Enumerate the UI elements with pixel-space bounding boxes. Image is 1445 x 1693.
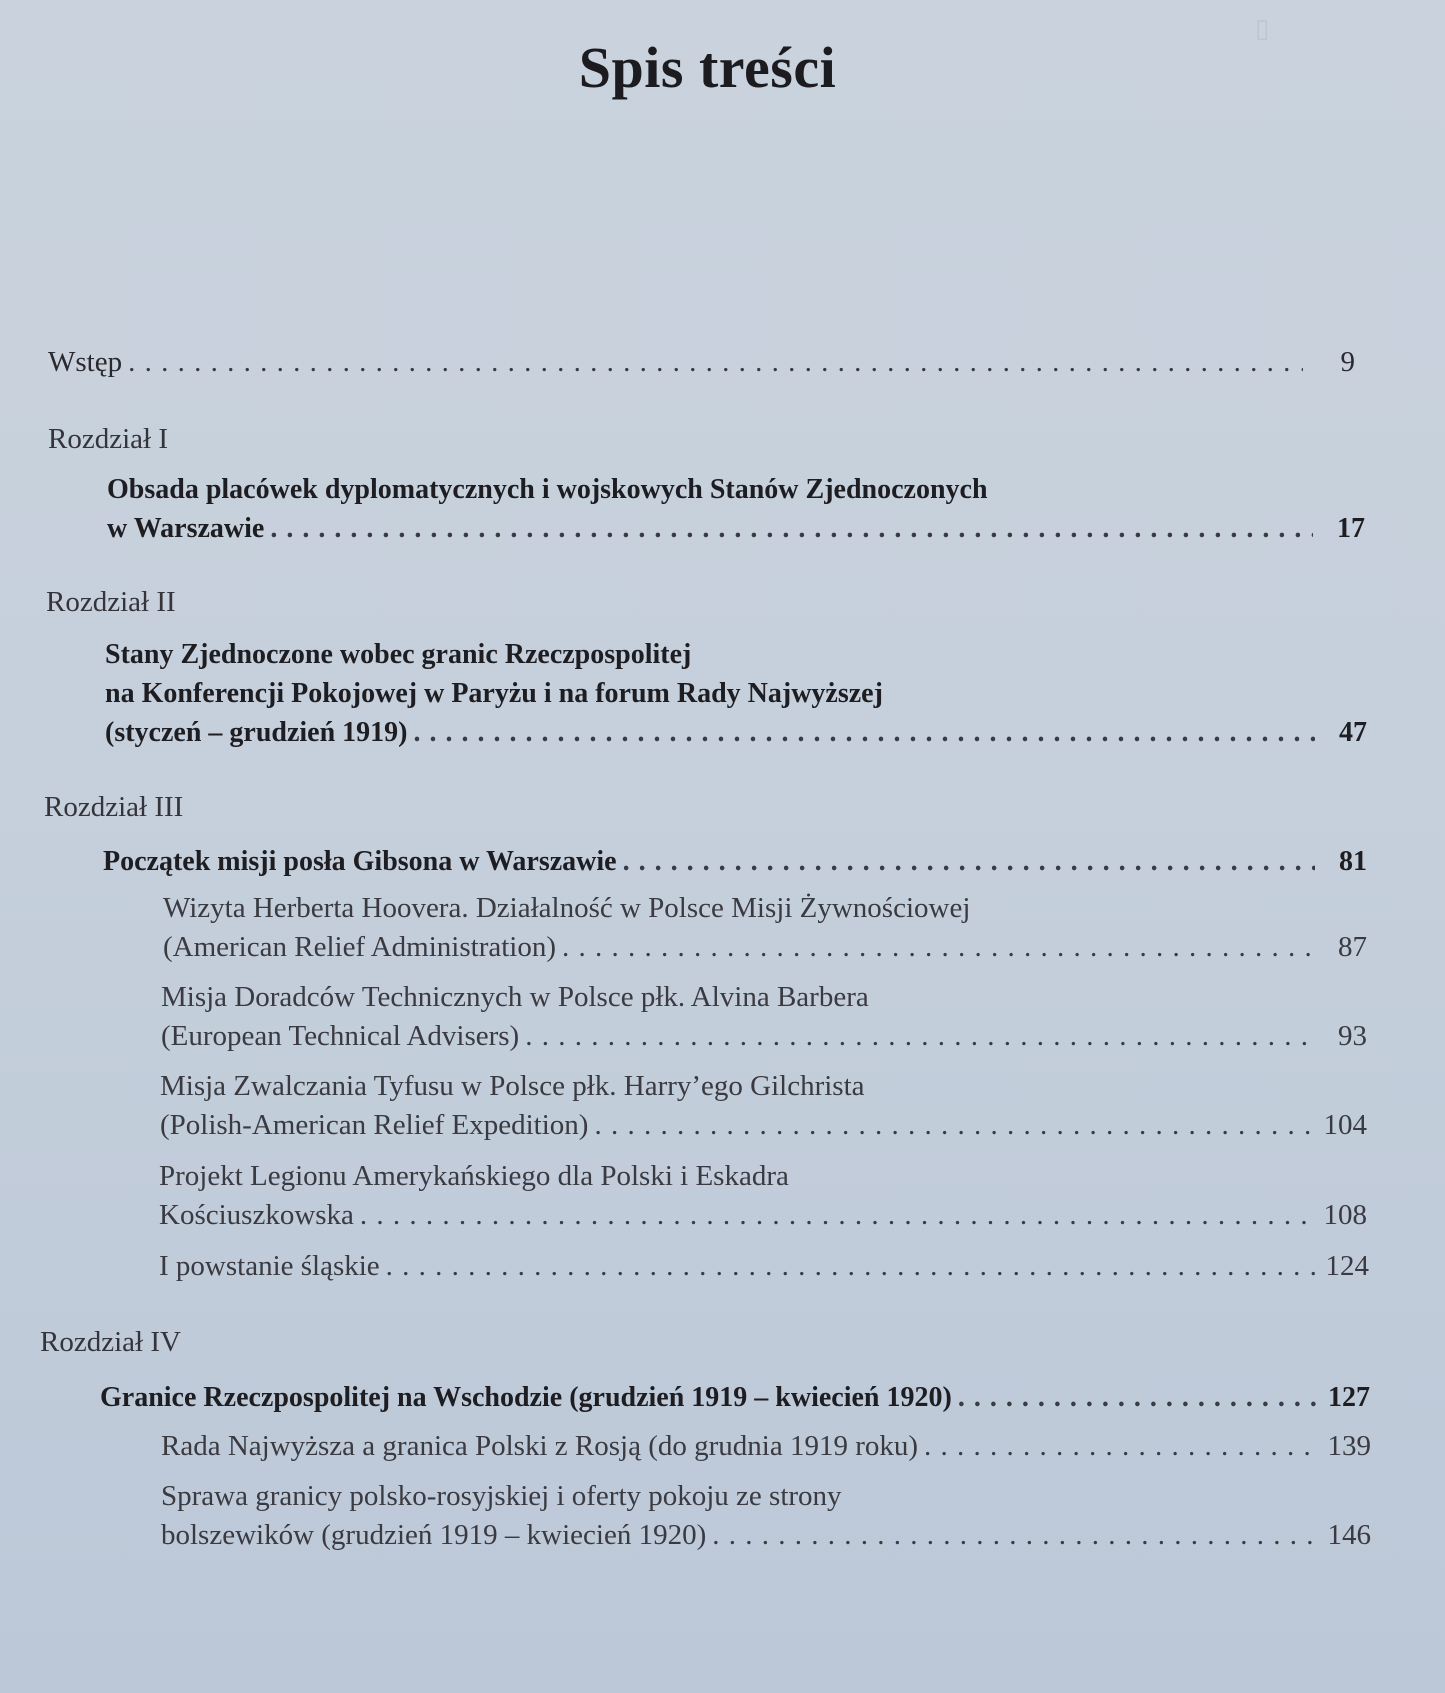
dot-leader xyxy=(386,1247,1317,1286)
dot-leader xyxy=(270,509,1313,548)
entry-title-line: Granice Rzeczpospolitej na Wschodzie (grudzień 1919 – kwiecień 1920) xyxy=(100,1382,952,1413)
page-number: 93 xyxy=(1338,1020,1367,1052)
page-number: 108 xyxy=(1323,1199,1367,1231)
dot-leader xyxy=(562,928,1315,967)
chapter-label: Rozdział I xyxy=(48,423,168,455)
dot-leader xyxy=(414,713,1315,752)
toc-entry-chapter-3 xyxy=(103,842,1367,881)
entry-title-line: Początek misji posła Gibsona w Warszawie xyxy=(103,846,617,877)
page-number: 17 xyxy=(1337,513,1365,544)
toc-entry-chapter-1 xyxy=(107,470,1365,548)
page-title: Spis treści xyxy=(578,35,837,100)
toc-subentry xyxy=(161,978,1367,1056)
dot-leader xyxy=(594,1106,1315,1145)
entry-title-line: (European Technical Advisers) xyxy=(161,1020,520,1052)
dot-leader xyxy=(128,343,1303,382)
toc-subentry xyxy=(161,1477,1371,1555)
toc-subentry xyxy=(163,889,1367,967)
chapter-label: Rozdział IV xyxy=(40,1326,181,1358)
entry-title-line: Rada Najwyższa a granica Polski z Rosją (do grudnia 1919 roku) xyxy=(161,1430,919,1462)
page-number: 47 xyxy=(1339,717,1367,748)
entry-title-line: (American Relief Administration) xyxy=(163,931,557,963)
dot-leader xyxy=(958,1378,1318,1417)
entry-title-line: Projekt Legionu Amerykańskiego dla Polski i Eskadra xyxy=(159,1160,789,1192)
dot-leader xyxy=(360,1196,1315,1235)
toc-entry-chapter-2 xyxy=(105,635,1367,752)
dot-leader xyxy=(525,1017,1315,1056)
entry-title-line: Kościuszkowska xyxy=(159,1199,354,1231)
page-number: 146 xyxy=(1327,1519,1371,1551)
entry-title-line: Wizyta Herberta Hoovera. Działalność w Polsce Misji Żywnościowej xyxy=(163,892,971,924)
toc-subentry xyxy=(160,1067,1367,1145)
dot-leader xyxy=(712,1516,1319,1555)
page-number: 124 xyxy=(1325,1250,1369,1282)
entry-title-line: na Konferencji Pokojowej w Paryżu i na forum Rady Najwyższej xyxy=(105,678,883,709)
toc-entry-wstep xyxy=(48,343,1355,382)
entry-title-line: w Warszawie xyxy=(107,513,265,544)
toc-entry-chapter-4 xyxy=(100,1378,1370,1417)
page-number: 9 xyxy=(1340,346,1355,378)
entry-title-line: (Polish-American Relief Expedition) xyxy=(160,1109,589,1141)
dot-leader xyxy=(623,842,1315,881)
page-number: 127 xyxy=(1328,1382,1370,1413)
entry-title: Wstęp xyxy=(48,346,123,378)
toc-subentry xyxy=(159,1157,1367,1235)
chapter-label: Rozdział III xyxy=(44,791,184,823)
entry-title-line: Obsada placówek dyplomatycznych i wojskowych Stanów Zjednoczonych xyxy=(107,474,988,505)
entry-title-line: Sprawa granicy polsko-rosyjskiej i oferty pokoju ze strony xyxy=(161,1480,842,1512)
entry-title-line: Misja Doradców Technicznych w Polsce płk. Alvina Barbera xyxy=(161,981,869,1013)
toc-subentry xyxy=(159,1247,1369,1286)
page-number: 139 xyxy=(1327,1430,1371,1462)
page-number: 104 xyxy=(1323,1109,1367,1141)
entry-title-line: Stany Zjednoczone wobec granic Rzeczpospolitej xyxy=(105,639,692,670)
dot-leader xyxy=(924,1427,1319,1466)
show-through-text: ▯ xyxy=(1255,14,1270,43)
page-number: 87 xyxy=(1338,931,1367,963)
page-number: 81 xyxy=(1339,846,1367,877)
toc-subentry xyxy=(161,1427,1371,1466)
entry-title-line: bolszewików (grudzień 1919 – kwiecień 1920) xyxy=(161,1519,707,1551)
entry-title-line: (styczeń – grudzień 1919) xyxy=(105,717,408,748)
chapter-label: Rozdział II xyxy=(46,586,176,618)
entry-title-line: Misja Zwalczania Tyfusu w Polsce płk. Harry’ego Gilchrista xyxy=(160,1070,865,1102)
entry-title-line: I powstanie śląskie xyxy=(159,1250,380,1282)
